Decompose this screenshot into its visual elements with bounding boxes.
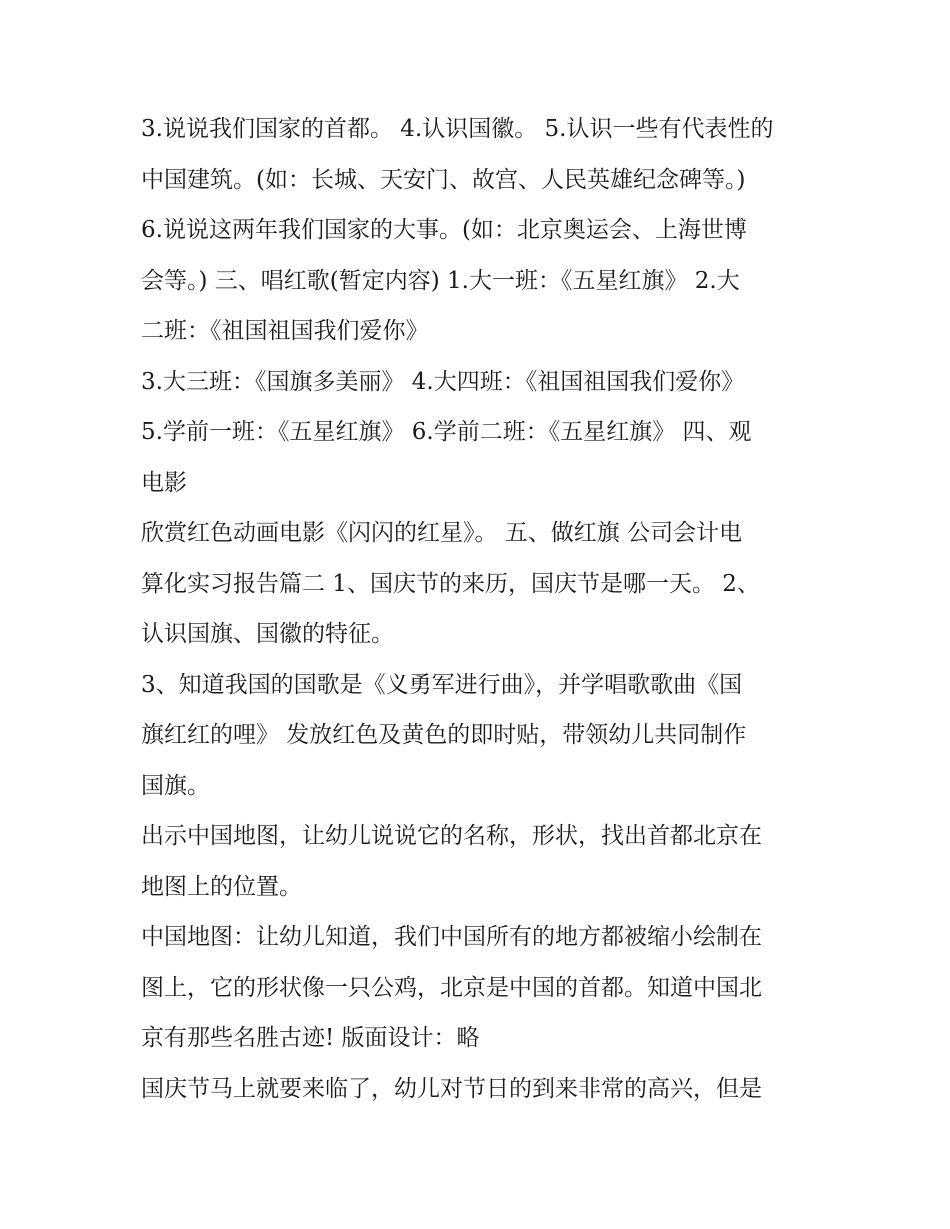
text-line: 6.说说这两年我们国家的大事。(如：北京奥运会、上海世博	[141, 217, 747, 243]
text-line: 地图上的位置。	[141, 873, 302, 900]
text-line: 3.说说我们国家的首都。 4.认识国徽。 5.认识一些有代表性的	[141, 116, 774, 142]
text-line: 算化实习报告篇二 1、国庆节的来历，国庆节是哪一天。 2、	[141, 570, 760, 597]
text-line: 旗红红的哩》 发放红色及黄色的即时贴，带领幼儿共同制作	[141, 722, 747, 748]
text-line: 出示中国地图，让幼儿说说它的名称，形状，找出首都北京在	[141, 823, 762, 849]
text-line: 欣赏红色动画电影《闪闪的红星》。 五、做红旗 公司会计电	[141, 520, 743, 546]
text-line: 电影	[141, 469, 187, 496]
text-line: 中国建筑。(如：长城、天安门、故宫、人民英雄纪念碑等。)	[141, 166, 746, 193]
text-line: 3.大三班：《国旗多美丽》 4.大四班：《祖国祖国我们爱你》	[141, 368, 745, 395]
text-line: 二班：《祖国祖国我们爱你》	[141, 318, 429, 344]
document-body	[141, 104, 821, 1114]
text-line: 京有那些名胜古迹! 版面设计：略	[141, 1025, 480, 1051]
text-line: 国旗。	[141, 772, 210, 799]
text-line: 会等。) 三、唱红歌(暂定内容) 1.大一班：《五星红旗》 2.大	[141, 267, 740, 294]
text-line: 国庆节马上就要来临了，幼儿对节日的到来非常的高兴，但是	[141, 1075, 762, 1102]
text-line: 3、知道我国的国歌是《义勇军进行曲》，并学唱歌歌曲《国	[141, 671, 743, 698]
text-line: 中国地图：让幼儿知道，我们中国所有的地方都被缩小绘制在	[141, 924, 762, 950]
text-line: 认识国旗、国徽的特征。	[141, 621, 394, 647]
text-line: 图上，它的形状像一只公鸡，北京是中国的首都。知道中国北	[141, 974, 762, 1001]
text-line: 5.学前一班：《五星红旗》 6.学前二班：《五星红旗》 四、观	[141, 419, 752, 445]
